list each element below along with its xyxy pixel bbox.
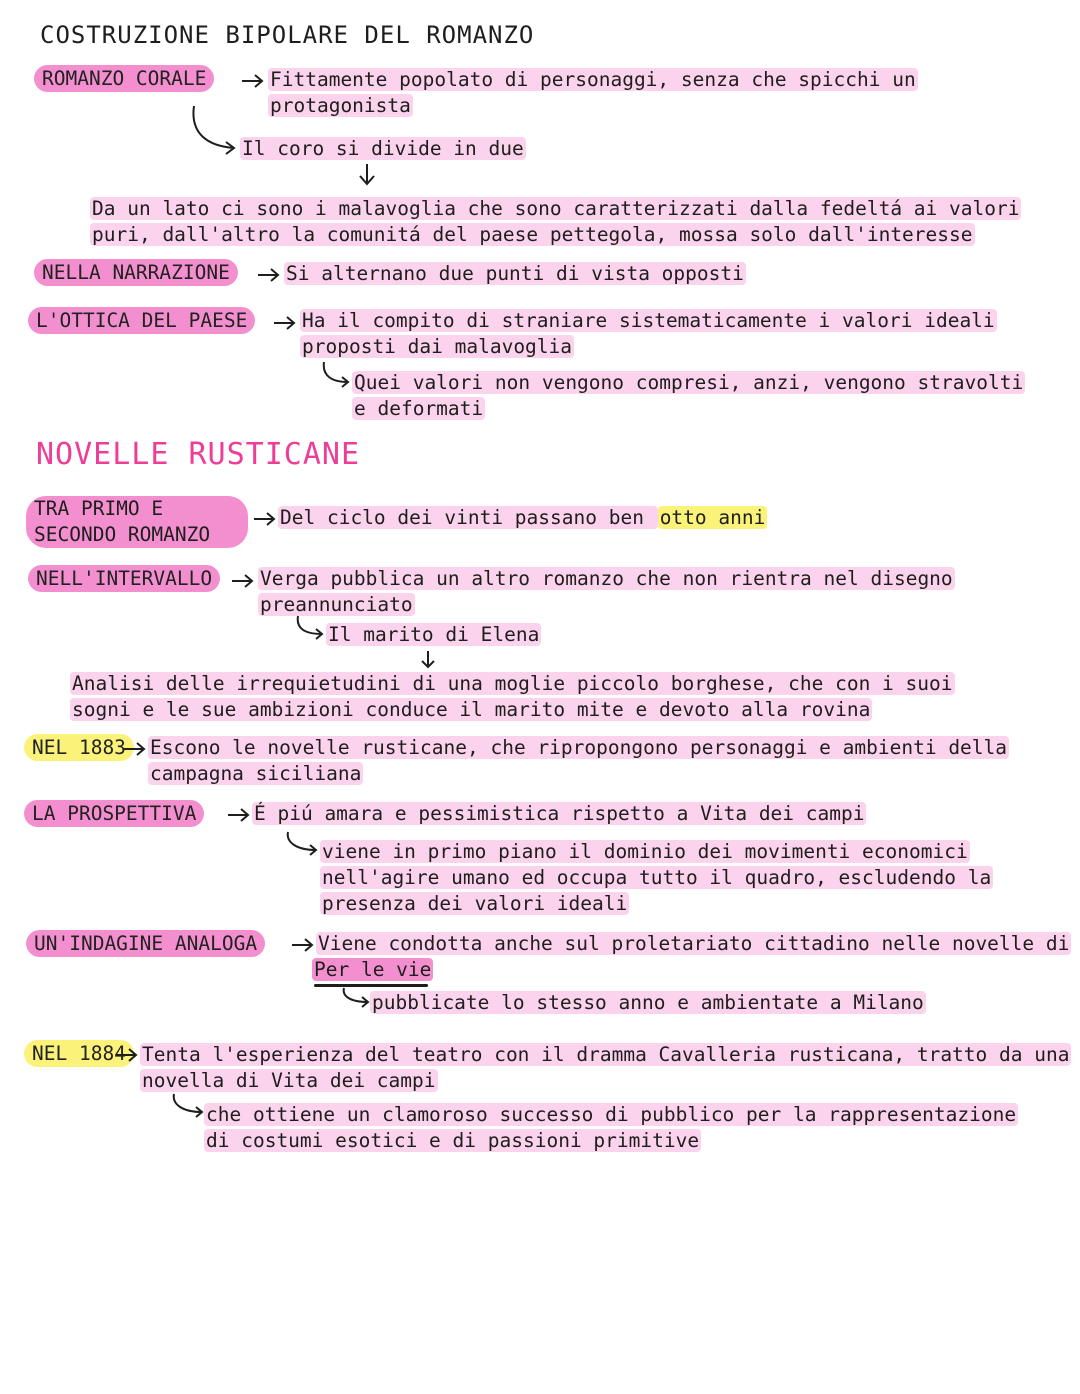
- nel-1884-branch-line1: che ottiene un clamoroso successo di pubblico per la rappresentazione: [206, 1103, 1017, 1126]
- tag-nella-narrazione: NELLA NARRAZIONE: [34, 259, 238, 286]
- analisi-line2: sogni e le sue ambizioni conduce il marito mite e devoto alla rovina: [72, 698, 871, 721]
- tag-nell-intervallo: NELL'INTERVALLO: [28, 565, 220, 592]
- section-title-costruzione: COSTRUZIONE BIPOLARE DEL ROMANZO: [40, 21, 535, 49]
- nel-1883-block: [24, 735, 134, 761]
- arrow-icon: [122, 740, 148, 758]
- malavoglia-paragraph-line2: puri, dall'altro la comunitá del paese pettegola, mossa solo dall'interesse: [92, 223, 973, 246]
- arrow-icon: [226, 806, 252, 824]
- curved-arrow-icon: [340, 986, 374, 1012]
- ottica-branch-line2: e deformati: [354, 397, 484, 420]
- ottica-line2: proposti dai malavoglia: [302, 335, 573, 358]
- arrow-icon: [256, 266, 282, 284]
- intervallo-block: [28, 566, 220, 592]
- arrow-icon: [290, 936, 316, 954]
- ottica-branch-line1: Quei valori non vengono compresi, anzi, vengono stravolti: [354, 371, 1024, 394]
- arrow-icon: [114, 1046, 140, 1064]
- down-arrow-icon: [356, 162, 378, 188]
- arrow-icon: [240, 72, 266, 90]
- arrow-icon: [272, 314, 298, 332]
- nel-1884-line1: Tenta l'esperienza del teatro con il dramma Cavalleria rusticana, tratto da una: [142, 1043, 1070, 1066]
- ottica-block: [28, 308, 255, 334]
- prospettiva-branch-line3: presenza dei valori ideali: [322, 892, 628, 915]
- nel-1883-line1: Escono le novelle rusticane, che ripropongono personaggi e ambienti della: [150, 736, 1008, 759]
- coro-divide: Il coro si divide in due: [242, 137, 524, 160]
- curved-arrow-icon: [292, 614, 328, 644]
- indagine-line1: Viene condotta anche sul proletariato cittadino nelle novelle di: [318, 932, 1070, 955]
- tag-la-prospettiva: LA PROSPETTIVA: [24, 800, 204, 827]
- prospettiva-line1: É piú amara e pessimistica rispetto a Vita dei campi: [254, 802, 865, 825]
- section-title-novelle: NOVELLE RUSTICANE: [36, 437, 361, 472]
- nel-1883-line2: campagna siciliana: [150, 762, 362, 785]
- nel-1884-line2: novella di Vita dei campi: [142, 1069, 436, 1092]
- curved-arrow-icon: [188, 104, 248, 160]
- tag-un-indagine-analoga: UN'INDAGINE ANALOGA: [26, 930, 265, 957]
- tag-tra-line2: SECONDO ROMANZO: [34, 523, 211, 546]
- curved-arrow-icon: [282, 830, 322, 858]
- tag-nel-1884: NEL 1884: [24, 1040, 134, 1067]
- down-arrow-icon: [418, 650, 438, 670]
- romanzo-corale-line2: protagonista: [270, 94, 411, 117]
- indagine-block: [26, 931, 265, 957]
- tag-ottica-del-paese: L'OTTICA DEL PAESE: [28, 307, 255, 334]
- arrow-icon: [230, 572, 256, 590]
- intervallo-line1: Verga pubblica un altro romanzo che non rientra nel disegno: [260, 567, 953, 590]
- ottica-line1: Ha il compito di straniare sistematicamente i valori ideali: [302, 309, 995, 332]
- tag-romanzo-corale: ROMANZO CORALE: [34, 65, 214, 92]
- otto-anni-highlight: otto anni: [659, 506, 766, 529]
- romanzo-corale-block: [34, 66, 214, 92]
- intervallo-line2: preannunciato: [260, 593, 413, 616]
- curved-arrow-icon: [168, 1092, 208, 1120]
- indagine-branch: pubblicate lo stesso anno e ambientate a Milano: [372, 991, 924, 1014]
- curved-arrow-icon: [318, 360, 354, 390]
- arrow-icon: [252, 510, 278, 528]
- malavoglia-paragraph-line1: Da un lato ci sono i malavoglia che sono caratterizzati dalla fedeltá ai valori: [92, 197, 1020, 220]
- prospettiva-branch-line2: nell'agire umano ed occupa tutto il quadro, escludendo la: [322, 866, 992, 889]
- prospettiva-branch-line1: viene in primo piano il dominio dei movimenti economici: [322, 840, 968, 863]
- analisi-line1: Analisi delle irrequietudini di una moglie piccolo borghese, che con i suoi: [72, 672, 953, 695]
- tra-romanzi-text: Del ciclo dei vinti passano ben otto anni: [280, 506, 766, 529]
- nel-1884-branch-line2: di costumi esotici e di passioni primitive: [206, 1129, 700, 1152]
- tag-nel-1883: NEL 1883: [24, 734, 134, 761]
- narrazione-line1: Si alternano due punti di vista opposti: [286, 262, 744, 285]
- marito-elena: Il marito di Elena: [328, 623, 540, 646]
- tag-tra-line1: TRA PRIMO E: [34, 497, 164, 520]
- narrazione-block: [34, 260, 238, 286]
- prospettiva-block: [24, 801, 204, 827]
- per-le-vie: Per le vie: [314, 958, 432, 981]
- romanzo-corale-line1: Fittamente popolato di personaggi, senza che spicchi un: [270, 68, 916, 91]
